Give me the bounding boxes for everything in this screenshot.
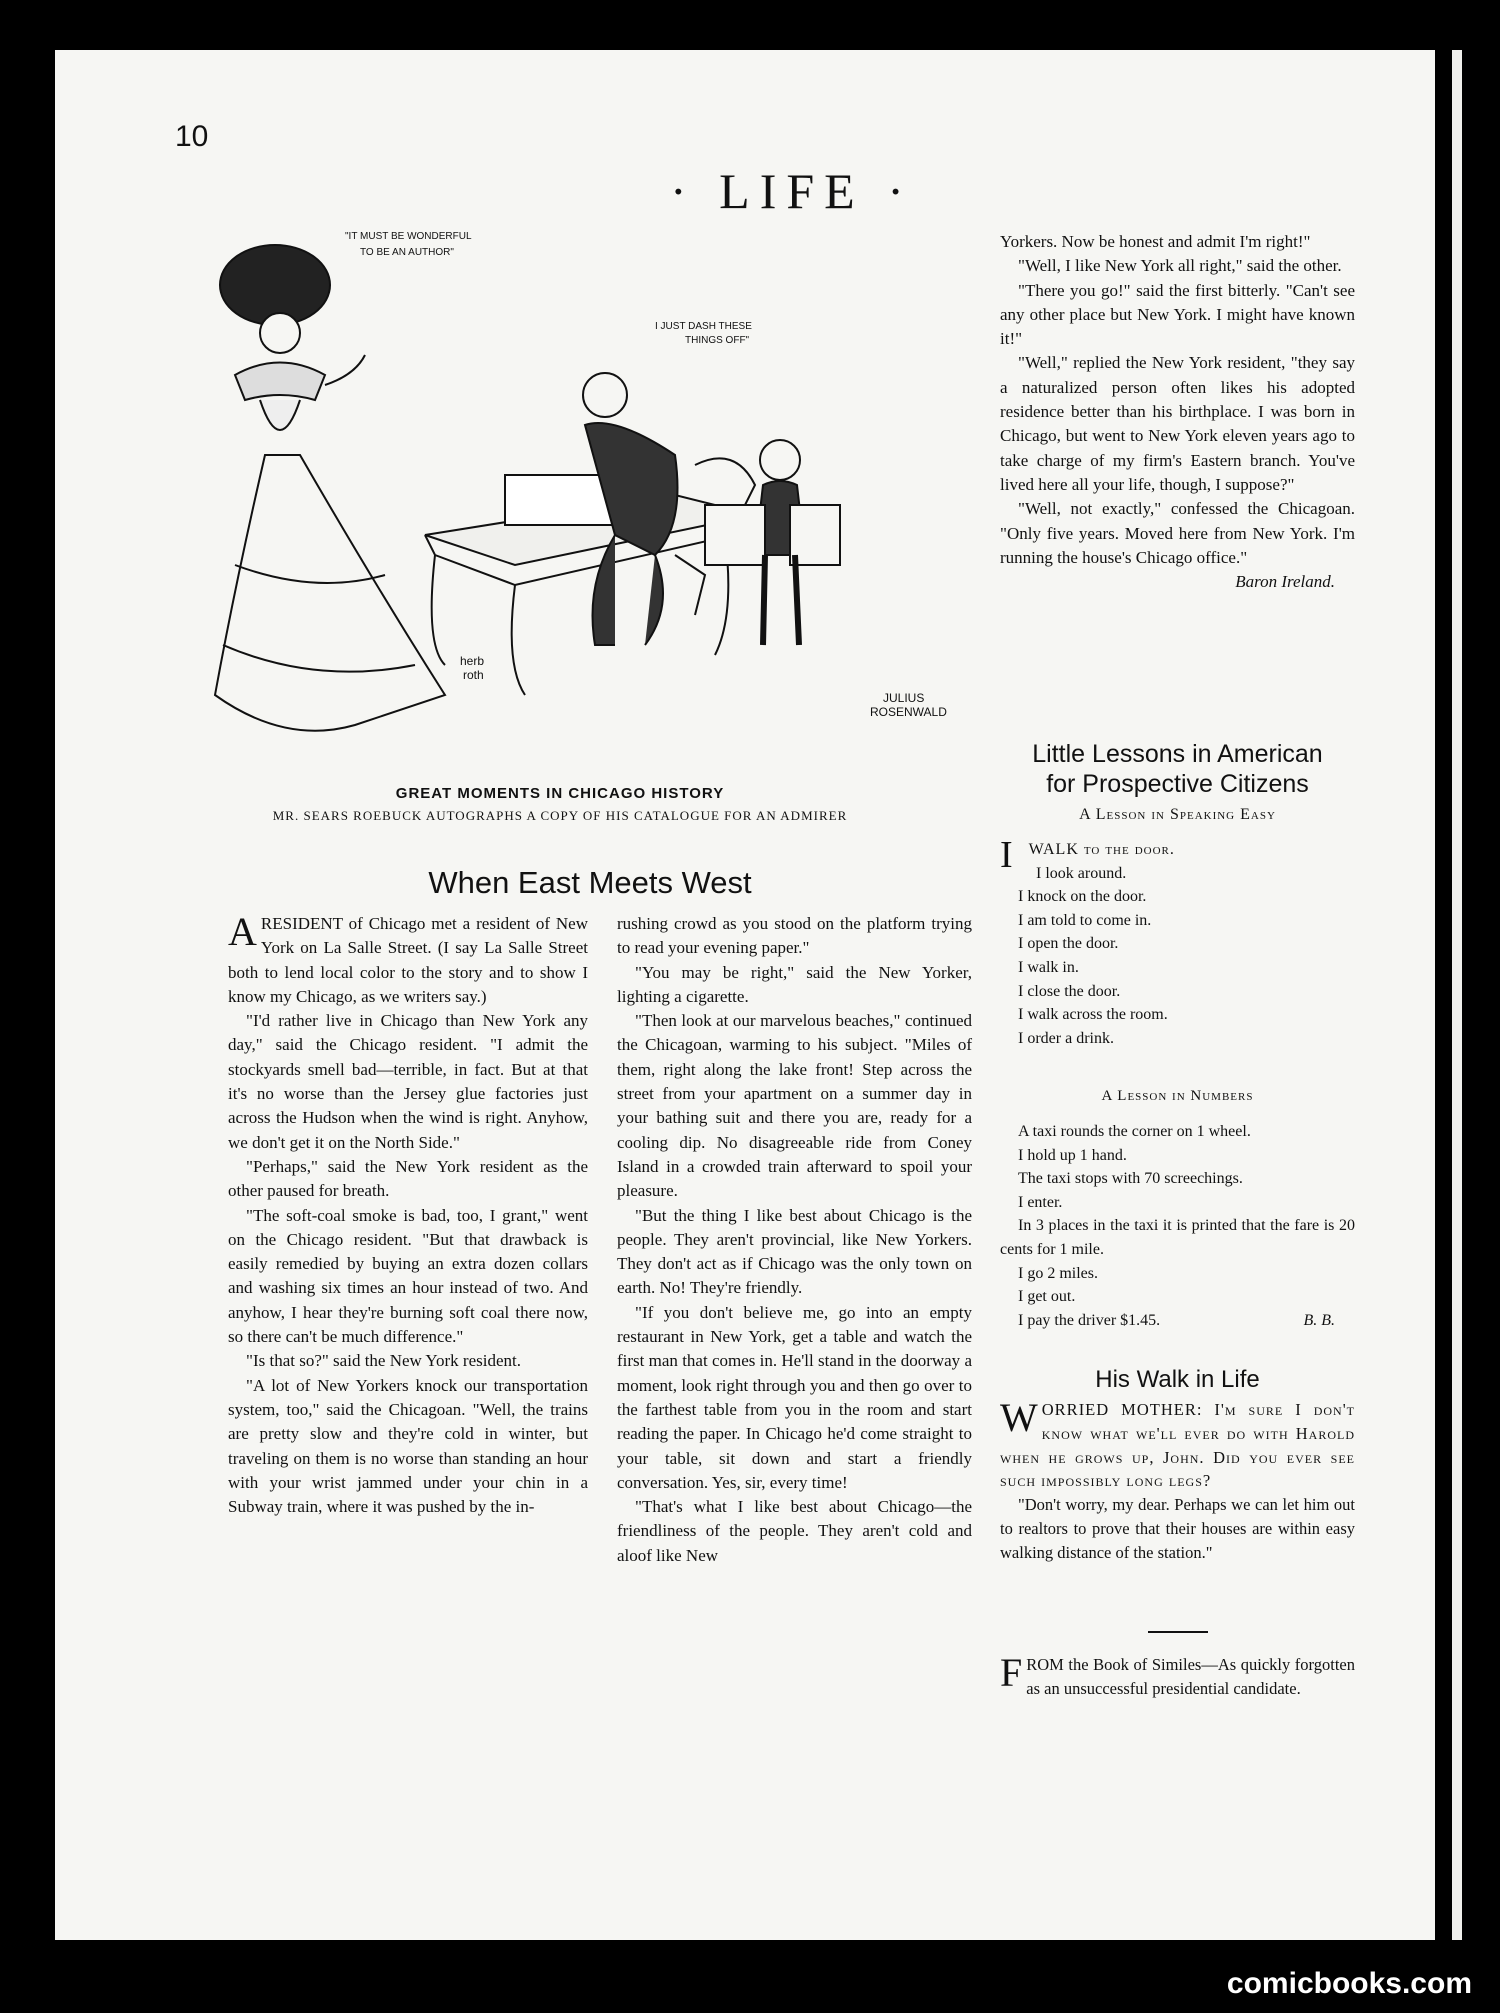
masthead: · LIFE · [670,163,914,219]
article-col3-para: Yorkers. Now be honest and admit I'm right!" [1000,232,1311,251]
artist-signature-2: roth [463,668,484,682]
walk-title: His Walk in Life [1095,1366,1260,1393]
dropcap-f: F [1000,1650,1023,1695]
page-number: 10 [175,120,209,153]
artist-signature-1: herb [460,654,485,668]
article-col2-para: "If you don't believe me, go into an empty restaurant in New York, get a table and watch the first man that comes in. He'll stand in the doorway a moment, look right through you and then go over to the farthest table from you in the room and start reading the paper. In Chicago he'd come straight to your table, sit down and start a friendly conversation. Yes, sir, every time! [617,1302,972,1492]
lessons-title-line1: Little Lessons in American [1032,740,1323,768]
lesson-line: I knock on the door. [1018,888,1147,906]
lesson-numbers-text [1000,1120,1355,1332]
facing-page-edge [1452,50,1462,1940]
article-col3-para: "Well," replied the New York resident, "they say a naturalized person often likes his adopted residence better than his birthplace. I was born in Chicago, but went to New York eleven years ago to take charge of my firm's Eastern branch. You've lived here all your life, though, I suppose?" [1000,353,1355,494]
lesson-line: I get out. [1018,1288,1076,1306]
article-column-3 [1000,230,1355,594]
article-col1-para: "I'd rather live in Chicago than New York any day," said the Chicago resident. "I admit the stockyards smell bad—terrible, in fact. But at that it's no worse than the Jersey glue factories just across the Hudson when the wind is right. Anyhow, we don't get it on the North Side." [228,1011,588,1152]
article-col2-para: "But the thing I like best about Chicago is the people. They aren't provincial, like New Yorkers. They don't act as if Chicago was the only town on earth. No! They're friendly. [617,1205,972,1298]
speech-woman-line1: "IT MUST BE WONDERFUL [345,231,472,242]
similes-text [1000,1650,1355,1701]
speech-man-line1: I JUST DASH THESE [655,321,752,332]
article-title: When East Meets West [428,865,752,900]
lesson-line: I look around. [1036,864,1127,882]
boy-figure [705,440,840,645]
cartoon-illustration [115,225,975,785]
article-col2-para: "Then look at our marvelous beaches," continued the Chicagoan, warming to his subject. "Miles of them, right along the lake front! Step across the street from your apartment on a summer day in your bathing suit and there you are, ready for a cooling dip. No disagreeable ride from Coney Island in a crowded train afterward to spoil your pleasure. [617,1011,972,1201]
article-col3-para: "There you go!" said the first bitterly. "Can't see any other place but New York. I might have known it!" [1000,280,1355,349]
speech-woman-line2: TO BE AN AUTHOR" [360,247,454,258]
lesson-speaking-easy-subhead: A Lesson in Speaking Easy [1079,806,1276,823]
lesson-line: WALK to the door. [1028,841,1175,858]
lesson-line: I am told to come in. [1018,911,1152,929]
lesson-byline: B. B. [1303,1311,1335,1329]
walk-para: "Don't worry, my dear. Perhaps we can let him out to realtors to prove that their houses are within easy walking distance of the station." [1000,1495,1355,1562]
lesson-line: The taxi stops with 70 screechings. [1018,1170,1243,1188]
lesson-line: A taxi rounds the corner on 1 wheel. [1018,1123,1251,1140]
similes-para: ROM the Book of Similes—As quickly forgotten as an unsuccessful presidential candidate. [1026,1655,1355,1698]
article-byline: Baron Ireland. [1235,572,1335,592]
walk-text [1000,1395,1355,1565]
cartoon-subcaption: MR. SEARS ROEBUCK AUTOGRAPHS A COPY OF HIS CATALOGUE FOR AN ADMIRER [272,808,848,823]
cartoon-caption: GREAT MOMENTS IN CHICAGO HISTORY [395,785,725,802]
article-col1-para: "A lot of New Yorkers knock our transportation system, too," said the Chicagoan. "Well, the trains are pretty slow and they're cold in winter, but traveling on them is no worse than standing an hour with your wrist jammed under your chin in a Subway train, where it was pushed by the in- [228,1375,588,1517]
lesson-line: I close the door. [1018,982,1121,1000]
dropcap-a: A [228,909,257,954]
section-divider [1148,1631,1208,1633]
article-column-2 [617,912,972,1568]
speech-man-line2: THINGS OFF" [685,335,750,346]
lesson-line: In 3 places in the taxi it is printed that the fare is 20 cents for 1 mile. [1000,1217,1355,1258]
lessons-title-line2: for Prospective Citizens [1046,770,1309,798]
lesson-line: I walk across the room. [1018,1006,1168,1024]
woman-figure [215,245,445,731]
lesson-line: I order a drink. [1018,1029,1114,1047]
article-col1-para: "Is that so?" said the New York resident. [246,1351,521,1371]
lesson-numbers-subhead: A Lesson in Numbers [1101,1088,1254,1104]
boy-label-2: ROSENWALD [870,705,947,719]
lesson-line: I hold up 1 hand. [1018,1146,1127,1164]
lesson-line: I open the door. [1018,935,1119,953]
lesson-line: I enter. [1018,1193,1063,1211]
lesson-line: I pay the driver $1.45. [1018,1311,1161,1329]
lesson-line: I walk in. [1018,958,1079,976]
lesson-speaking-easy-text [1000,834,1355,1050]
article-col2-para: "That's what I like best about Chicago—the friendliness of the people. They aren't cold and aloof like New [617,1497,972,1565]
lesson-line: I go 2 miles. [1018,1264,1098,1282]
article-col1-para: "The soft-coal smoke is bad, too, I grant," went on the Chicago resident. "But that drawback is easily remedied by buying an extra dozen collars and washing six times an hour instead of two. And anyhow, I hear they're burning soft coal there now, so there can't be much difference." [228,1205,588,1347]
walk-para: ORRIED MOTHER: I'm sure I don't know what we'll ever do with Harold when he grows up, John. Did you ever see such impossibly long legs? [1000,1400,1355,1491]
article-col2-para: rushing crowd as you stood on the platform trying to read your evening paper." [617,914,972,958]
article-col1-para: "Perhaps," said the New York resident as the other paused for breath. [228,1156,588,1201]
article-col1-para: RESIDENT of Chicago met a resident of New York on La Salle Street. (I say La Salle Street both to lend local color to the story and to show I know my Chicago, as we writers say.) [228,914,588,1006]
watermark: comicbooks.com [1226,1967,1472,2000]
article-col3-para: "Well, not exactly," confessed the Chicagoan. "Only five years. Moved here from New York. I'm running the house's Chicago office." [1000,499,1355,567]
dropcap-i: I [1000,834,1013,876]
article-col2-para: "You may be right," said the New Yorker, lighting a cigarette. [617,962,972,1006]
article-column-1 [228,909,588,1519]
dropcap-w: W [1000,1395,1038,1440]
boy-label-1: JULIUS [883,691,925,705]
article-col3-para: "Well, I like New York all right," said the other. [1018,256,1342,276]
